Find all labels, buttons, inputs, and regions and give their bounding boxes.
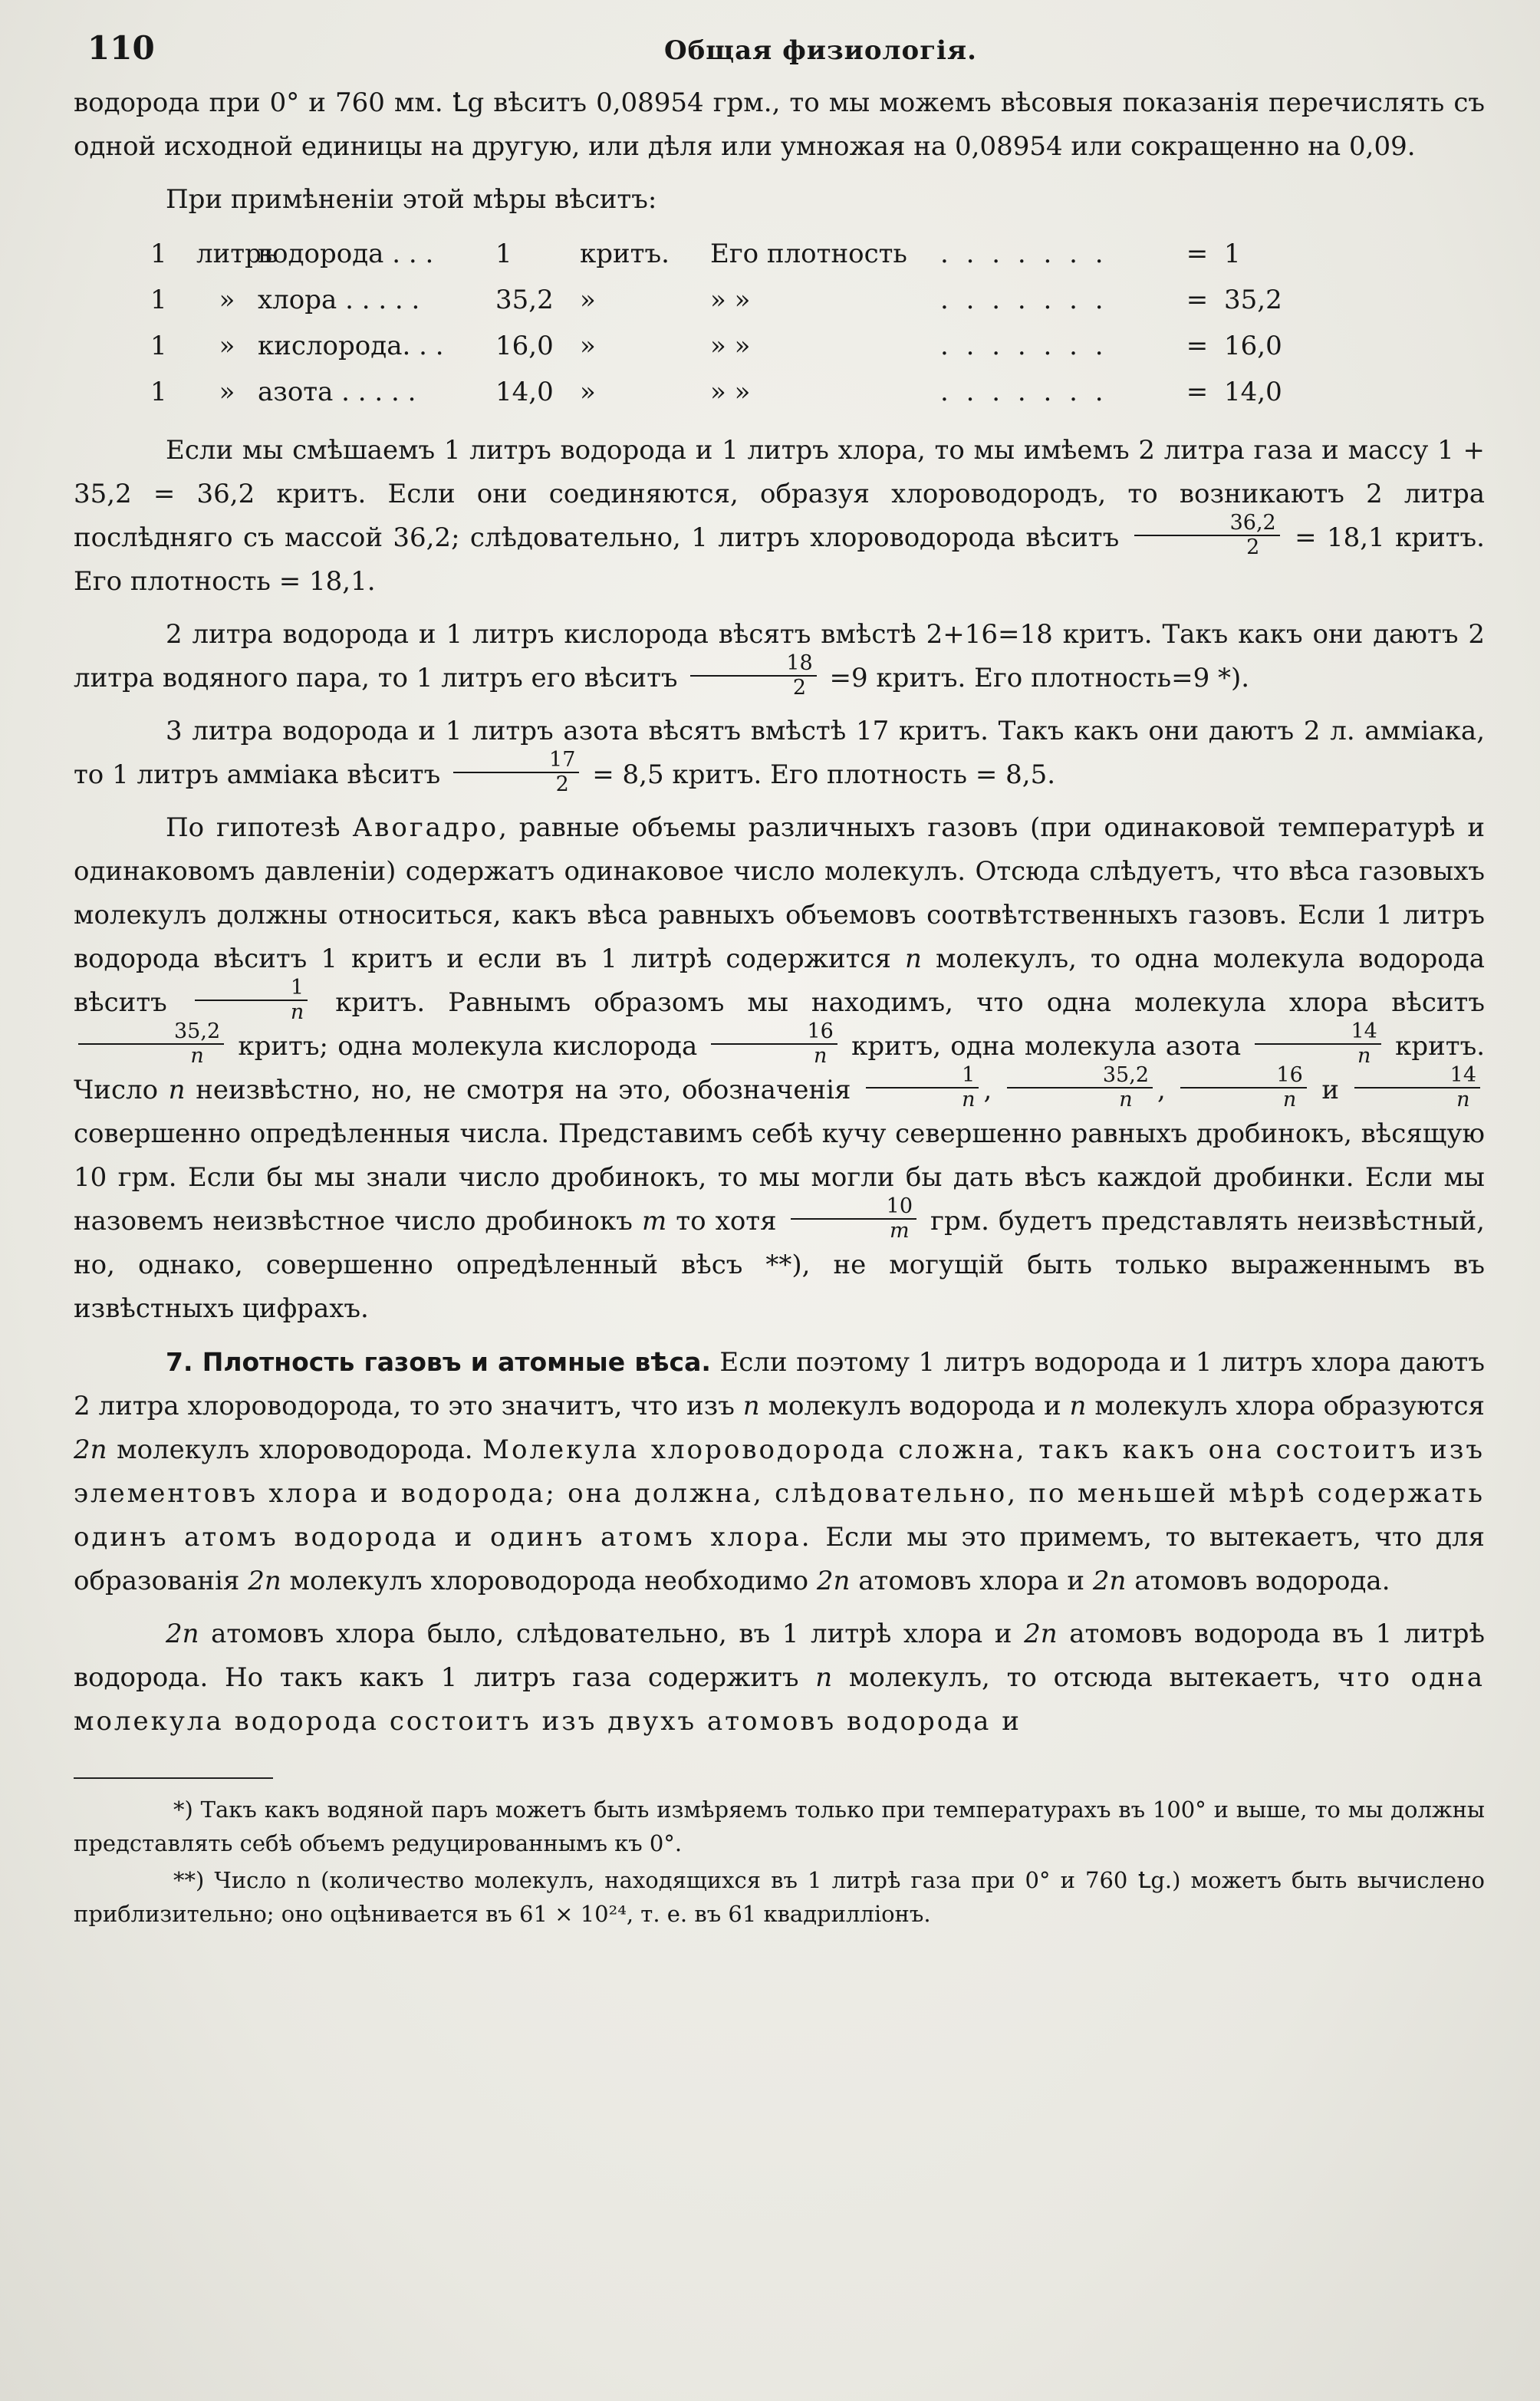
footnote-2: **) Число n (количество молекулъ, находящихся въ 1 литрѣ газа при 0° и 760 Ꝉg.) можетъ быть вычислено приблизительно; оно оцѣнивается въ 61 × 10²⁴, т. е. въ 61 квадрилліонъ.	[74, 1867, 1485, 1927]
paragraph-nitrogen: 3 литра водорода и 1 литръ азота вѣсятъ вмѣстѣ 17 критъ. Такъ какъ они даютъ 2 л. амміака, то 1 литръ амміака вѣситъ $\frac{17}{2}$ = 8,5 критъ. Его плотность = 8,5.	[74, 716, 1485, 796]
paragraph-avogadro: По гипотезѣ Авогадро, равные объемы различныхъ газовъ (при одинаковой температурѣ и одинаковомъ давленіи) содержатъ одинаковое число молекулъ. Отсюда слѣдуетъ, что вѣса газовыхъ молекулъ должны относиться, какъ вѣса равныхъ объемовъ соотвѣтственныхъ газовъ. Если 1 литръ водорода вѣситъ 1 критъ и если въ 1 литрѣ содержится n молекулъ, то одна молекула водорода вѣситъ $\frac{1}{n}$ критъ. Равнымъ образомъ мы находимъ, что одна молекула хлора вѣситъ $\frac{35,2}{n}$ критъ; одна молекула кислорода $\frac{16}{n}$ критъ, одна молекула азота $\frac{14}{n}$ критъ. Число n неизвѣстно, но, не смотря на это, обозначенія $\frac{1}{n}$ , $\frac{35,2}{n}$ , $\frac{16}{n}$ и $\frac{14}{n}$ совершенно опредѣленныя числа. Представимъ себѣ кучу севершенно равныхъ дробинокъ, вѣсящую 10 грм. Если бы мы знали число дробинокъ, то мы могли бы дать вѣсъ каждой дробинки. Если мы назовемъ неизвѣстное число дробинокъ m то хотя $\frac{10}{m}$ грм. будетъ представлять неизвѣстный, но, однако, совершенно опредѣленный вѣсъ **), не могущій быть только выраженнымъ въ извѣстныхъ цифрахъ.	[74, 812, 1486, 1324]
fraction: $\frac{18}{2}$	[690, 652, 816, 700]
table-row: 1 литръ водорода . . . 1 критъ. Его плотность . . . . . . . = 1	[150, 239, 1241, 269]
fraction: $\frac{35,2}{n}$	[1007, 1064, 1153, 1112]
fraction: $\frac{17}{2}$	[453, 749, 579, 796]
section-7: 7. Плотность газовъ и атомные вѣса. Если поэтому 1 литръ водорода и 1 литръ хлора даютъ 2 литра хлороводорода, то это значитъ, что изъ n молекулъ водорода и n молекулъ хлора образуются 2n молекулъ хлороводорода. Молекула хлороводорода сложна, такъ какъ она состоитъ изъ элементовъ хлора и водорода; она должна, слѣдовательно, по меньшей мѣрѣ содержать одинъ атомъ водорода и одинъ атомъ хлора. Если мы это примемъ, то вытекаетъ, что для образованія 2n молекулъ хлороводорода необходимо 2n атомовъ хлора и 2n атомовъ водорода.	[74, 1347, 1485, 1596]
fraction: $\frac{16}{n}$	[711, 1020, 837, 1068]
density-table	[150, 231, 1485, 415]
paragraph-continuation: водорода при 0° и 760 мм. Ꝉg вѣситъ 0,08954 грм., то мы можемъ вѣсовыя показанія перечислять съ одной исходной единицы на другую, или дѣля или умножая на 0,08954 или сокращенно на 0,09.	[74, 87, 1485, 162]
table-row: 1 » кислорода. . . 16,0 » » » . . . . . . . = 16,0	[150, 331, 1282, 361]
footnote-rule	[74, 1777, 273, 1779]
fraction: $\frac{1}{n}$	[195, 977, 308, 1024]
page-header	[74, 28, 1485, 81]
table-row: 1 » азота . . . . . 14,0 » » » . . . . . . . = 14,0	[150, 377, 1282, 407]
paragraph-hydrogen-atoms: 2n атомовъ хлора было, слѣдовательно, въ 1 литрѣ хлора и 2n атомовъ водорода въ 1 литрѣ водорода. Но такъ какъ 1 литръ газа содержитъ n молекулъ, то отсюда вытекаетъ, что одна молекула водорода состоитъ изъ двухъ атомовъ водорода и	[74, 1619, 1486, 1737]
running-title: Общая физиологія.	[664, 35, 977, 66]
avogadro-name: Авогадро	[352, 812, 499, 843]
fraction: $\frac{1}{n}$	[866, 1064, 979, 1112]
page-body	[74, 81, 1485, 1931]
fraction: $\frac{14}{n}$	[1255, 1020, 1380, 1068]
fraction: $\frac{14}{n}$	[1354, 1064, 1480, 1112]
fraction: $\frac{16}{n}$	[1180, 1064, 1306, 1112]
section-heading: 7. Плотность газовъ и атомные вѣса.	[166, 1347, 711, 1377]
paragraph-chlorine: Если мы смѣшаемъ 1 литръ водорода и 1 литръ хлора, то мы имѣемъ 2 литра газа и массу 1 + 35,2 = 36,2 критъ. Если они соединяются, образуя хлороводородъ, то возникаютъ 2 литра послѣдняго съ массой 36,2; слѣдовательно, 1 литръ хлороводорода вѣситъ $\frac{36,2}{2}$ = 18,1 критъ. Его плотность = 18,1.	[74, 435, 1485, 597]
footnote-1: *) Такъ какъ водяной паръ можетъ быть измѣряемъ только при температурахъ въ 100° и выше, то мы должны представлять себѣ объемъ редуцированнымъ къ 0°.	[74, 1797, 1485, 1856]
footnotes	[74, 1793, 1485, 1931]
fraction: $\frac{36,2}{2}$	[1134, 512, 1280, 559]
paragraph-measure-intro: При примѣненіи этой мѣры вѣситъ:	[166, 184, 657, 215]
fraction: $\frac{35,2}{n}$	[78, 1020, 224, 1068]
page-number: 110	[87, 29, 155, 67]
paragraph-oxygen: 2 литра водорода и 1 литръ кислорода вѣсятъ вмѣстѣ 2+16=18 критъ. Такъ какъ они даютъ 2 литра водяного пара, то 1 литръ его вѣситъ $\frac{18}{2}$ =9 критъ. Его плотность=9 *).	[74, 619, 1485, 700]
table-row: 1 » хлора . . . . . 35,2 » » » . . . . . . . = 35,2	[150, 285, 1282, 315]
fraction: $\frac{10}{m}$	[791, 1195, 916, 1243]
